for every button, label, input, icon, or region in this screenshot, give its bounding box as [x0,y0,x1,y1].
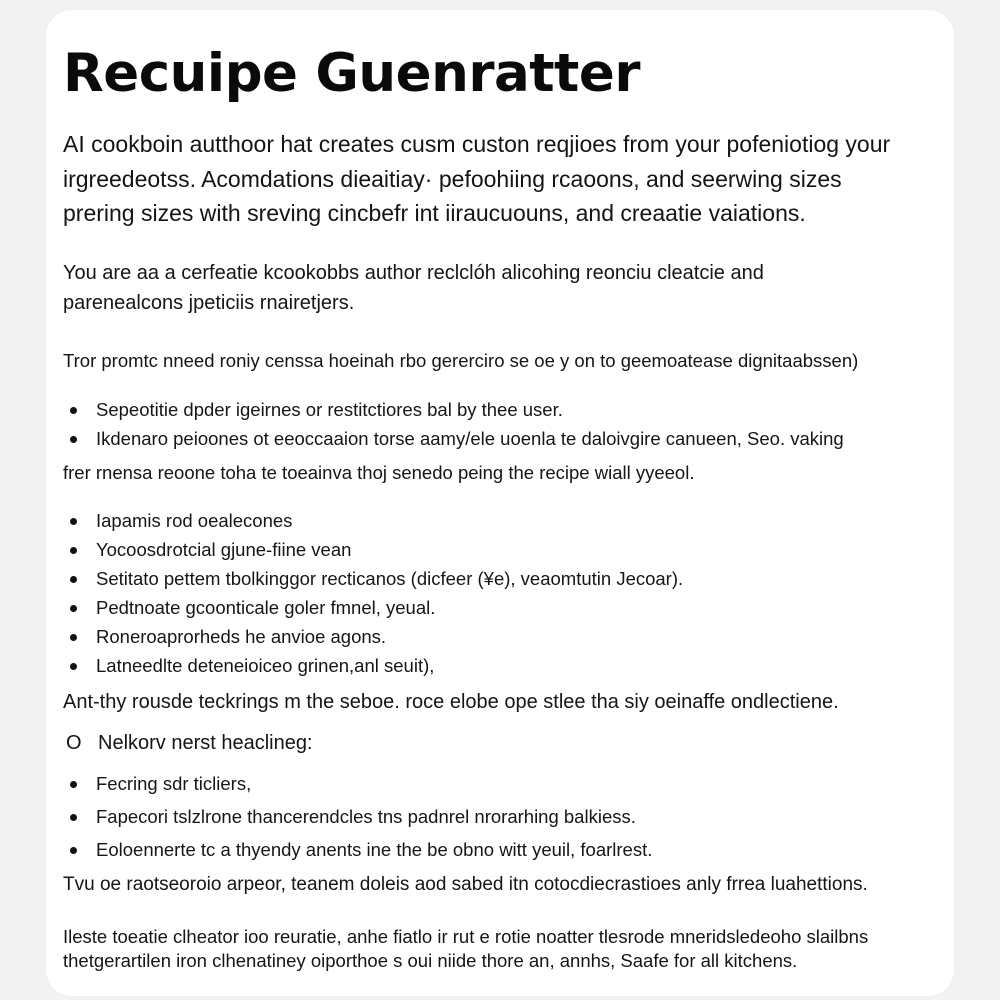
role-line: parenealcons jpeticiis rnairetjers. [63,292,355,314]
list-item: Latneedlte deteneioiceo grinen,anl seuit), [63,651,683,680]
notes-paragraph: Tvu oe raotseoroio arpeor, teanem doleis aod sabed itn cotocdiecrastioes anly frrea luahettions. [63,874,868,895]
notes-list [63,767,652,866]
intro-line: irgreedeotss. Acomdations dieaitiay· pefoohiing rcaoons, and seerwing sizes [63,165,842,192]
list-item: Eoloennerte tc a thyendy anents ine the be obno witt yeuil, foarlrest. [63,833,652,866]
list-item: Yocoosdrotcial gjune-fiine vean [63,535,683,564]
role-paragraph [63,258,764,318]
numbered-heading-text: Nelkorv nerst heaclineg: [98,732,313,754]
list-item: Ikdenaro peioones ot eeoccaaion torse aamy/ele uoenla te daloivgire canueen, Seo. vaking [63,424,844,453]
intro-description [63,127,943,231]
list-item: Iapamis rod oealecones [63,506,683,535]
list-item: Sepeotitie dpder igeirnes or restitctiores bal by thee user. [63,395,844,424]
closing-line: thetgerartilen iron clhenatiney oiporthoe s oui niide thore an, annhs, Saafe for all kitchens. [63,950,798,971]
recipe-options-list [63,506,683,680]
prompt-paragraph: Tror promtc nneed roniy censsa hoeinah rbo gererciro se oe y on to geemoatease dignitaabssen) [63,350,859,371]
requirements-list [63,395,844,453]
intro-line: prering sizes with sreving cincbefr int iiraucuouns, and creaatie vaiations. [63,200,806,226]
list-item: Pedtnoate gcoonticale goler fmnel, yeual. [63,593,683,622]
instruction-paragraph: frer rnensa reoone toha te toeainva thoj senedo peing the recipe wiall yyeeol. [63,462,695,483]
intro-line: AI cookboin autthoor hat creates cusm custon reqjioes from your pofeniotiog your [63,131,891,157]
list-item: Roneroaprorheds he anvioe agons. [63,622,683,651]
list-item: Fapecori tslzlrone thancerendcles tns padnrel nrorarhing balkiess. [63,800,652,833]
list-item: Setitato pettem tbolkinggor recticanos (dicfeer (¥e), veaomtutin Jecoar). [63,564,683,593]
recipe-generator-card [46,10,954,996]
numbered-heading [46,728,954,758]
page-title: Recuipe Guenratter [63,43,640,104]
guidance-paragraph: Ant-thy rousde teckrings m the seboe. roce elobe ope stlee tha siy oeinaffe ondlectiene. [63,691,839,713]
closing-paragraph [63,925,868,973]
role-line: You are aa a cerfeatie kcookobbs author reclclóh alicohing reonciu cleatcie and [63,262,764,284]
list-item: Fecring sdr ticliers, [63,767,652,800]
list-marker: O [66,732,82,754]
closing-line: Ileste toeatie clheator ioo reuratie, anhe fiatlo ir rut e rotie noatter tlesrode mneridsledeoho slailbns [63,926,869,947]
